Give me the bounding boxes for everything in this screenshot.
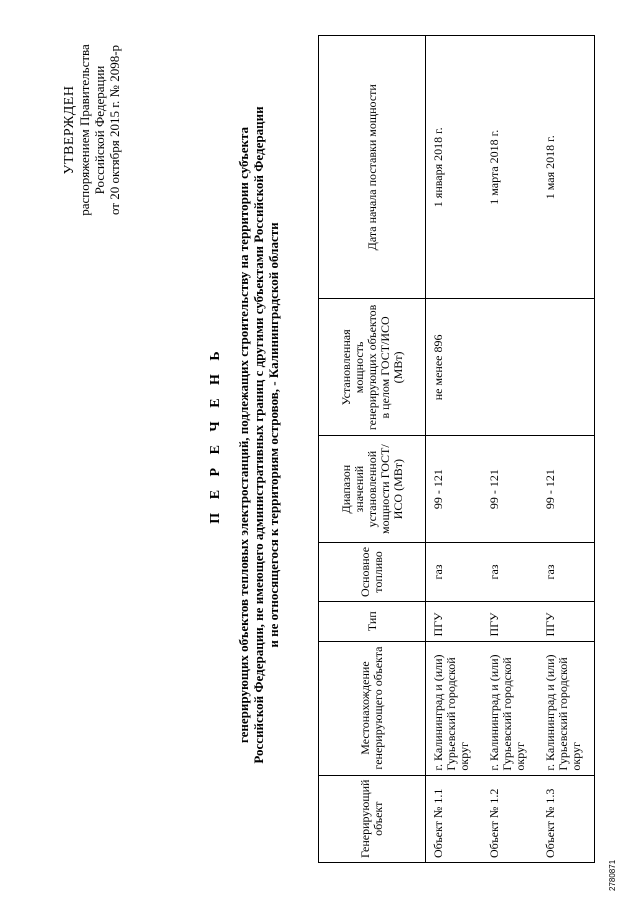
approval-date-line: от 20 октября 2015 г. № 2098-р <box>107 44 122 216</box>
approval-block <box>62 15 122 245</box>
supply-date-cell: 1 мая 2018 г. <box>538 36 595 299</box>
approval-line: Российской Федерации <box>92 65 107 195</box>
column-header: Диапазон значений установленной мощности ГОСТ/ИСО (МВт) <box>319 436 426 543</box>
capacity-range-cell: 99 - 121 <box>538 436 595 543</box>
fuel-cell: газ <box>538 542 595 601</box>
object-cell: Объект № 1.3 <box>538 775 595 862</box>
column-header: Установленная мощность генерирующих объектов в целом ГОСТ/ИСО (МВт) <box>319 299 426 436</box>
document-title: П Е Р Е Ч Е Н Ь <box>208 346 223 524</box>
supply-date-cell: 1 марта 2018 г. <box>482 36 538 299</box>
column-header: Генерирующий объект <box>319 775 426 862</box>
location-cell: г. Калининград и (или) Гурьевский городской округ <box>426 641 483 775</box>
generating-objects-table <box>318 35 595 863</box>
total-capacity-cell <box>482 299 538 436</box>
table-row <box>426 36 483 863</box>
document-subtitle <box>236 45 281 825</box>
approval-heading: УТВЕРЖДЕН <box>62 85 77 175</box>
type-cell: ПГУ <box>482 601 538 641</box>
supply-date-cell: 1 января 2018 г. <box>426 36 483 299</box>
type-cell: ПГУ <box>538 601 595 641</box>
column-header: Дата начала поставки мощности <box>319 36 426 299</box>
total-capacity-cell <box>538 299 595 436</box>
fuel-cell: газ <box>482 542 538 601</box>
table-row <box>482 36 538 863</box>
subtitle-line: и не относящегося к территориям островов, - Калининградской области <box>266 222 281 648</box>
table-header-row <box>319 36 426 863</box>
object-cell: Объект № 1.1 <box>426 775 483 862</box>
column-header: Местонахождение генерирующего объекта <box>319 641 426 775</box>
document-number: 2780871 <box>608 859 617 891</box>
subtitle-line: Российской Федерации, не имеющего административных границ с другими субъектами Российской Федерации <box>251 106 266 764</box>
fuel-cell: газ <box>426 542 483 601</box>
subtitle-line: генерирующих объектов тепловых электростанций, подлежащих строительству на территории субъекта <box>236 126 251 744</box>
total-capacity-cell: не менее 896 <box>426 299 483 436</box>
type-cell: ПГУ <box>426 601 483 641</box>
object-cell: Объект № 1.2 <box>482 775 538 862</box>
location-cell: г. Калининград и (или) Гурьевский городской округ <box>482 641 538 775</box>
capacity-range-cell: 99 - 121 <box>482 436 538 543</box>
table-row <box>538 36 595 863</box>
location-cell: г. Калининград и (или) Гурьевский городской округ <box>538 641 595 775</box>
column-header: Основное топливо <box>319 542 426 601</box>
column-header: Тип <box>319 601 426 641</box>
approval-line: распоряжением Правительства <box>77 44 92 216</box>
capacity-range-cell: 99 - 121 <box>426 436 483 543</box>
